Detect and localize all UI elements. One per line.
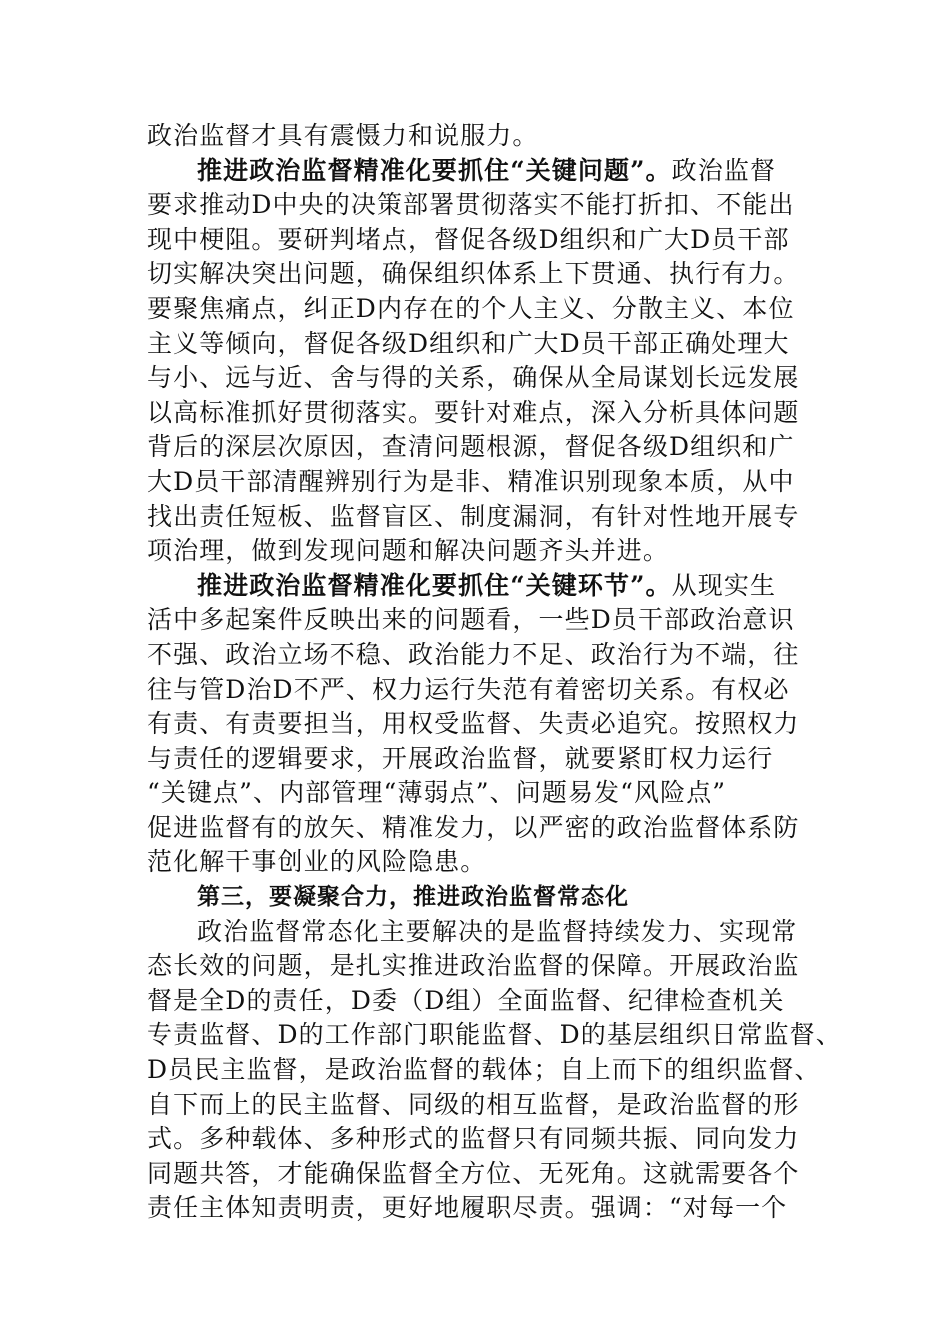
- text-line: 促进监督有的放矢、精准发力，以严密的政治监督体系防: [147, 812, 800, 842]
- text-line: 式。多种载体、多种形式的监督只有同频共振、同向发力: [147, 1124, 800, 1154]
- text-line: 自下而上的民主监督、同级的相互监督，是政治监督的形: [147, 1089, 800, 1119]
- text-line: 同题共答，才能确保监督全方位、无死角。这就需要各个: [147, 1158, 800, 1188]
- text-line: 要聚焦痛点，纠正D内存在的个人主义、分散主义、本位: [147, 293, 795, 323]
- text-line: 主义等倾向，督促各级D组织和广大D员干部正确处理大: [147, 328, 790, 358]
- paragraph-lead: 推进政治监督精准化要抓住“关键问题”。: [197, 155, 672, 185]
- text-line: 背后的深层次原因，查清问题根源，督促各级D组织和广: [147, 432, 795, 462]
- text-line: D员民主监督，是政治监督的载体；自上而下的组织监督、: [147, 1055, 821, 1085]
- text-line: “关键点”、内部管理“薄弱点”、问题易发“风险点”: [147, 778, 727, 808]
- text-line: 活中多起案件反映出来的问题看，一些D员干部政治意识: [147, 605, 795, 635]
- text-line: 政治监督才具有震慑力和说服力。: [147, 121, 539, 150]
- text-line: 找出责任短板、监督盲区、制度漏洞，有针对性地开展专: [147, 501, 800, 531]
- section-heading: 第三，要凝聚合力，推进政治监督常态化: [197, 884, 629, 911]
- text-line: 态长效的问题，是扎实推进政治监督的保障。开展政治监: [147, 951, 800, 981]
- text-line: 从现实生: [671, 570, 777, 600]
- text-line: 项治理，做到发现问题和解决问题齐头并进。: [147, 536, 670, 566]
- paragraph-key-links: [147, 569, 812, 604]
- text-line: 有责、有责要担当，用权受监督、失责必追究。按照权力: [147, 709, 800, 739]
- text-line: 政治监督: [671, 155, 777, 185]
- text-line: 责任主体知责明责，更好地履职尽责。强调：“对每一个: [147, 1193, 788, 1223]
- text-line: 以高标准抓好贯彻落实。要针对难点，深入分析具体问题: [147, 397, 800, 427]
- text-line: 督是全D的责任，D委（D组）全面监督、纪律检查机关: [147, 985, 785, 1015]
- paragraph-lead: 推进政治监督精准化要抓住“关键环节”。: [197, 570, 672, 600]
- text-line: 与责任的逻辑要求，开展政治监督，就要紧盯权力运行: [147, 743, 774, 773]
- text-line: 切实解决突出问题，确保组织体系上下贯通、执行有力。: [147, 259, 800, 289]
- text-line: 要求推动D中央的决策部署贯彻落实不能打折扣、不能出: [147, 190, 795, 220]
- text-line: 政治监督常态化主要解决的是监督持续发力、实现常: [197, 916, 798, 946]
- body-text: [147, 119, 842, 1226]
- text-line: 范化解干事创业的风险隐患。: [147, 847, 487, 877]
- text-line: 大D员干部清醒辨别行为是非、精准识别现象本质，从中: [147, 466, 795, 496]
- text-line: 往与管D治D不严、权力运行失范有着密切关系。有权必: [147, 674, 790, 704]
- text-line: 专责监督、D的工作部门职能监督、D的基层组织日常监督、: [147, 1020, 842, 1050]
- text-line: 现中梗阻。要研判堵点，督促各级D组织和广大D员干部: [147, 224, 790, 254]
- text-line: 不强、政治立场不稳、政治能力不足、政治行为不端，往: [147, 639, 800, 669]
- text-line: 与小、远与近、舍与得的关系，确保从全局谋划长远发展: [147, 363, 800, 393]
- paragraph-key-issues: [147, 154, 812, 189]
